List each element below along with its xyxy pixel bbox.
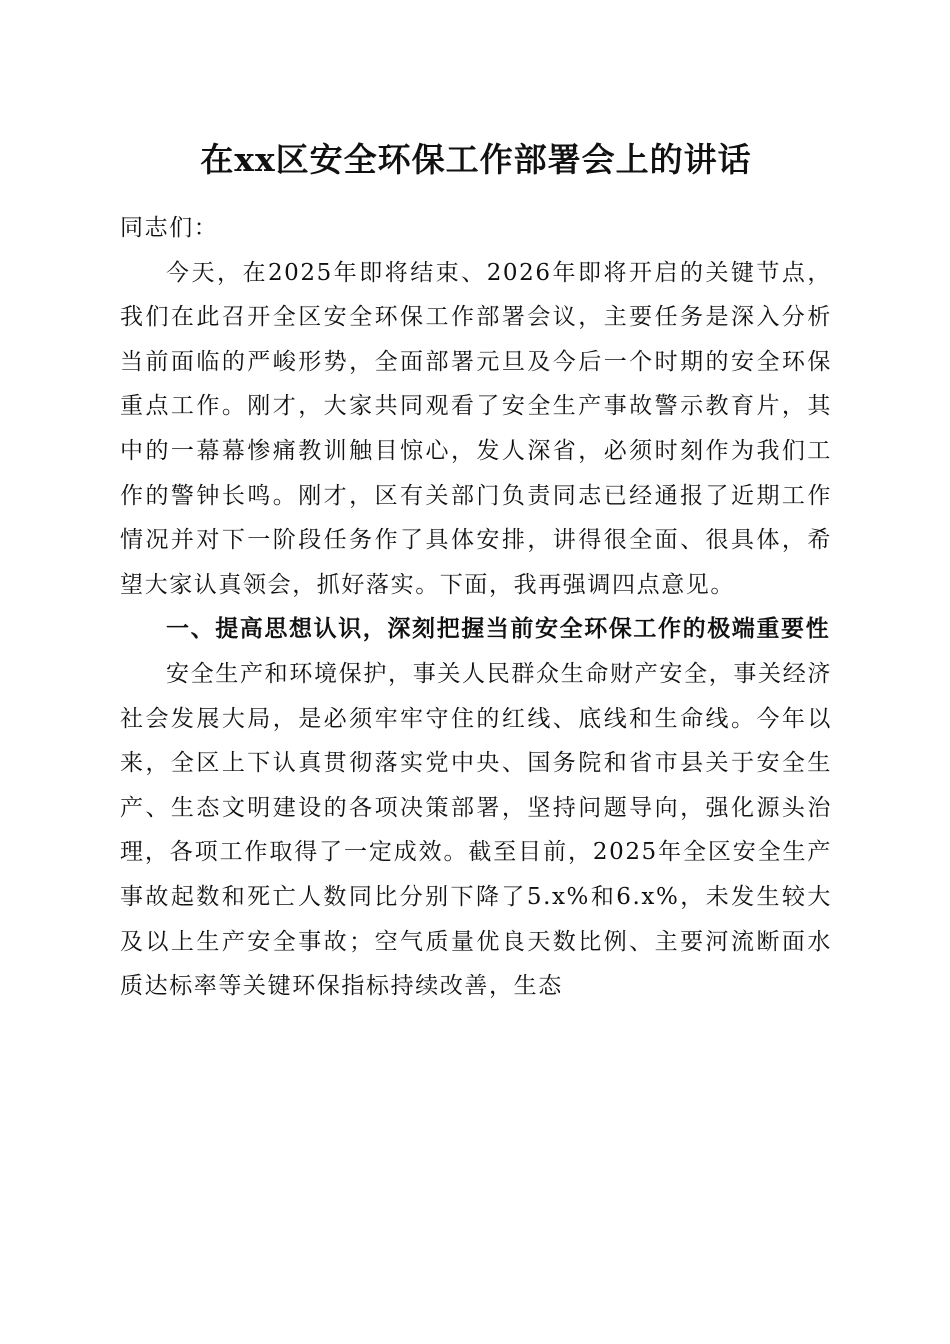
salutation: 同志们： [120, 215, 219, 241]
document-body [120, 206, 832, 1009]
section-heading-1: 一、提高思想认识，深刻把握当前安全环保工作的极端重要性 [166, 616, 831, 643]
paragraph-section-1: 安全生产和环境保护，事关人民群众生命财产安全，事关经济社会发展大局，是必须牢牢守住的红线、底线和生命线。今年以来，全区上下认真贯彻落实党中央、国务院和省市县关于安全生产、生态文明建设的各项决策部署，坚持问题导向，强化源头治理，各项工作取得了一定成效。截至目前，2025年全区安全生产事故起数和死亡人数同比分别下降了5.x%和6.x%，未发生较大及以上生产安全事故；空气质量优良天数比例、主要河流断面水质达标率等关键环保指标持续改善，生态 [120, 660, 832, 1000]
paragraph-intro: 今天，在2025年即将结束、2026年即将开启的关键节点，我们在此召开全区安全环保工作部署会议，主要任务是深入分析当前面临的严峻形势，全面部署元旦及今后一个时期的安全环保重点工作。刚才，大家共同观看了安全生产事故警示教育片，其中的一幕幕惨痛教训触目惊心，发人深省，必须时刻作为我们工作的警钟长鸣。刚才，区有关部门负责同志已经通报了近期工作情况并对下一阶段任务作了具体安排，讲得很全面、很具体，希望大家认真领会，抓好落实。下面，我再强调四点意见。 [120, 259, 832, 598]
document-page [120, 138, 832, 1000]
document-title: 在xx区安全环保工作部署会上的讲话 [200, 140, 752, 179]
